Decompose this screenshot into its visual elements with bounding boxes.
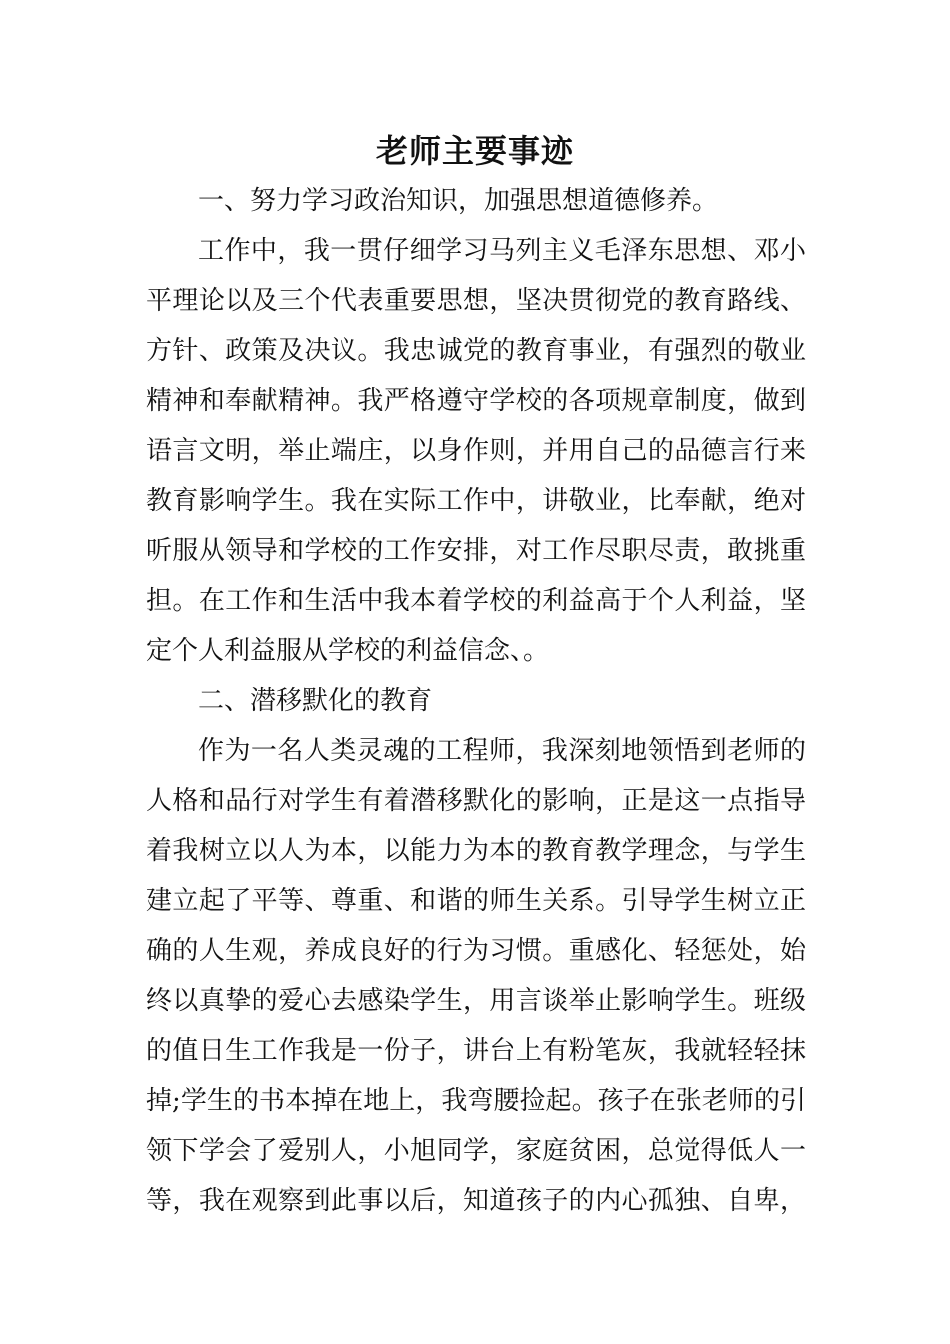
paragraph-line: 平理论以及三个代表重要思想，坚决贯彻党的教育路线、	[146, 286, 806, 316]
paragraph-line: 精神和奉献精神。我严格遵守学校的各项规章制度，做到	[146, 386, 806, 416]
paragraph-line: 语言文明，举止端庄，以身作则，并用自己的品德言行来	[146, 436, 806, 466]
paragraph-line: 作为一名人类灵魂的工程师，我深刻地领悟到老师的	[198, 736, 806, 766]
paragraph-line: 方针、政策及决议。我忠诚党的教育事业，有强烈的敬业	[146, 336, 806, 366]
document-title: 老师主要事迹	[375, 132, 574, 170]
paragraph-line: 人格和品行对学生有着潜移默化的影响，正是这一点指导	[146, 786, 806, 816]
paragraph-line: 确的人生观，养成良好的行为习惯。重感化、轻惩处，始	[146, 936, 806, 966]
section-heading-1: 一、努力学习政治知识，加强思想道德修养。	[198, 186, 719, 216]
paragraph-line: 听服从领导和学校的工作安排，对工作尽职尽责，敢挑重	[146, 536, 806, 566]
paragraph-line: 担。在工作和生活中我本着学校的利益高于个人利益，坚	[146, 586, 806, 616]
paragraph-line: 终以真挚的爱心去感染学生，用言谈举止影响学生。班级	[146, 986, 806, 1016]
paragraph-line: 建立起了平等、尊重、和谐的师生关系。引导学生树立正	[146, 886, 806, 916]
paragraph-line: 等，我在观察到此事以后，知道孩子的内心孤独、自卑，	[146, 1186, 806, 1216]
paragraph-line: 工作中，我一贯仔细学习马列主义毛泽东思想、邓小	[198, 236, 806, 266]
section-heading-2: 二、潜移默化的教育	[198, 686, 433, 716]
paragraph-line: 定个人利益服从学校的利益信念、。	[146, 636, 550, 666]
paragraph-line: 教育影响学生。我在实际工作中，讲敬业，比奉献，绝对	[146, 486, 806, 516]
paragraph-line: 领下学会了爱别人，小旭同学，家庭贫困，总觉得低人一	[146, 1136, 806, 1166]
paragraph-line: 着我树立以人为本，以能力为本的教育教学理念，与学生	[146, 836, 806, 866]
paragraph-line: 的值日生工作我是一份子，讲台上有粉笔灰，我就轻轻抹	[146, 1036, 806, 1066]
paragraph-line: 掉;学生的书本掉在地上，我弯腰捡起。孩子在张老师的引	[146, 1086, 806, 1116]
